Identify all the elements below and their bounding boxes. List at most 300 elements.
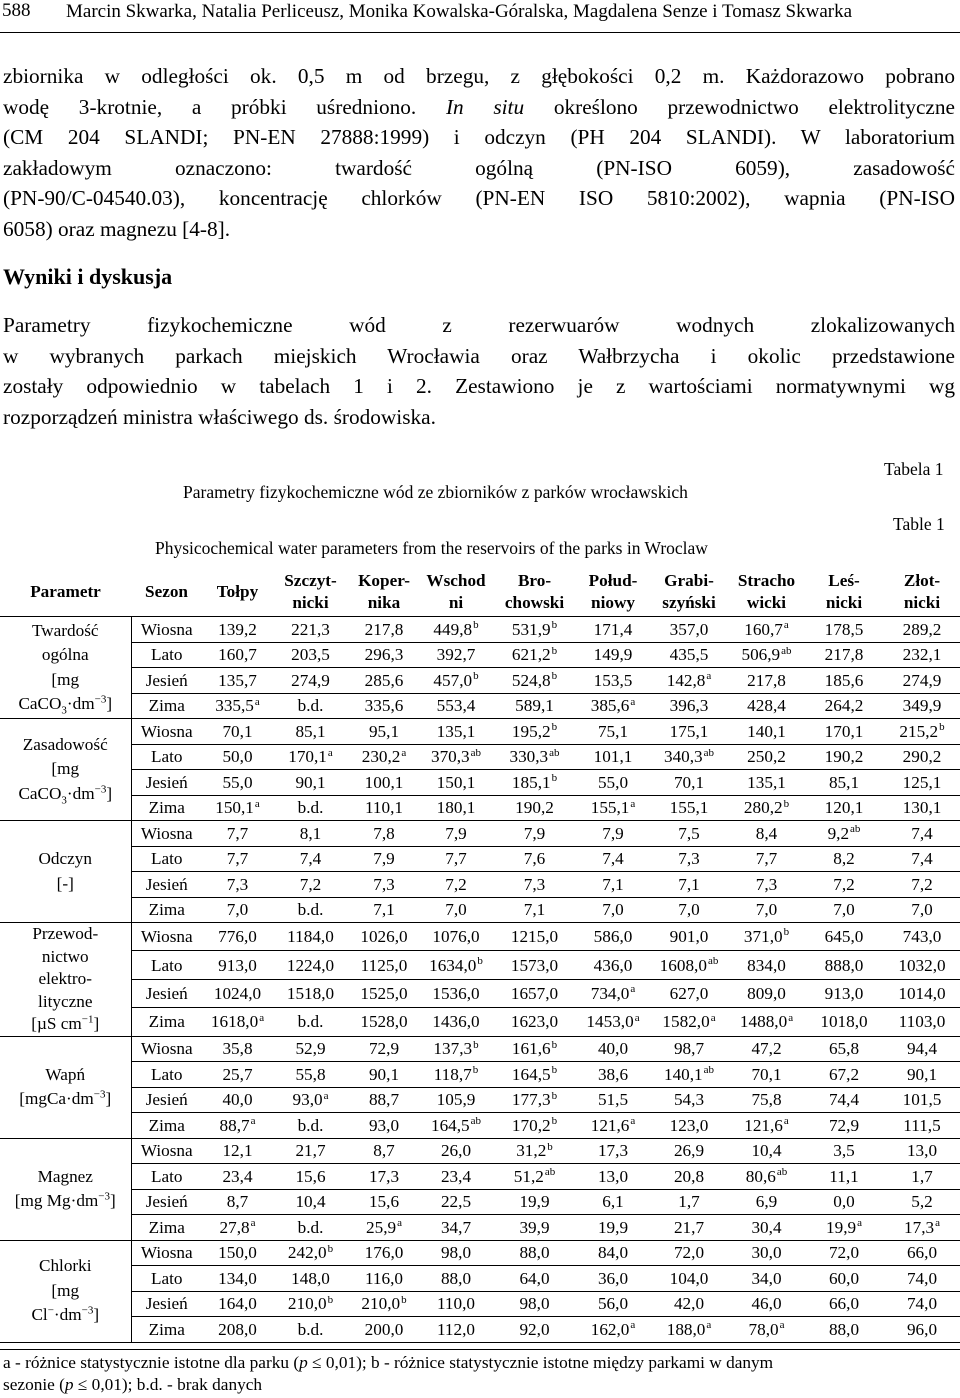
value-cell: 88,0 — [804, 1317, 884, 1343]
value-cell: 349,9 — [884, 693, 960, 719]
value-cell: 1026,0 — [348, 923, 420, 951]
season-cell: Wiosna — [131, 1036, 202, 1062]
value-cell: 7,0 — [577, 897, 649, 923]
season-cell: Wiosna — [131, 1138, 202, 1164]
footnote-line: a - różnice statystycznie istotne dla parku (p ≤ 0,01); b - różnice statystycznie istotne między parkami w danym — [3, 1353, 774, 1372]
column-header-park — [202, 567, 273, 617]
value-cell: 130,1 — [884, 795, 960, 821]
value-cell: 11,1 — [804, 1164, 884, 1190]
table-title-pl: Parametry fizykochemiczne wód ze zbiorników z parków wrocławskich — [183, 482, 688, 502]
value-cell: 40,0 — [202, 1087, 273, 1113]
value-cell: 22,5 — [420, 1189, 492, 1215]
value-cell: 7,9 — [492, 821, 577, 847]
column-header-park — [577, 567, 649, 617]
methods-line: zakładowym oznaczono: twardość ogólną (PN-ISO 6059), zasadowość — [3, 155, 955, 180]
significance-mark: ab — [470, 1115, 482, 1128]
value-cell: 65,8 — [804, 1036, 884, 1062]
value-cell: 72,9 — [348, 1036, 420, 1062]
value-cell: 139,2 — [202, 617, 273, 643]
value-cell: 1,7 — [884, 1164, 960, 1190]
column-header-park — [348, 567, 420, 617]
value-cell: 88,0 — [420, 1266, 492, 1292]
value-cell: b.d. — [273, 693, 348, 719]
value-cell: 1518,0 — [273, 979, 348, 1007]
value-cell: 118,7$^b$ — [420, 1062, 492, 1088]
table-row — [0, 923, 960, 951]
value-cell: 52,9 — [273, 1036, 348, 1062]
value-cell: 7,2 — [420, 872, 492, 898]
value-cell: 457,0$^b$ — [420, 668, 492, 694]
value-cell: 135,1 — [420, 719, 492, 745]
park-name-line: Leś- — [828, 570, 860, 590]
value-cell: 36,0 — [577, 1266, 649, 1292]
table-row — [0, 1164, 960, 1190]
value-cell: 88,0 — [492, 1240, 577, 1266]
value-cell: 1528,0 — [348, 1008, 420, 1036]
significance-mark: a — [706, 670, 712, 683]
column-header-park — [492, 567, 577, 617]
value-cell: 140,1$^{ab}$ — [649, 1062, 729, 1088]
significance-mark: b — [551, 1115, 558, 1128]
value-cell: 92,0 — [492, 1317, 577, 1343]
value-cell: 54,3 — [649, 1087, 729, 1113]
value-cell: 60,0 — [804, 1266, 884, 1292]
value-cell: 621,2$^b$ — [492, 642, 577, 668]
authors-line: Marcin Skwarka, Natalia Perliceusz, Monika Kowalska-Góralska, Magdalena Senze i Tomasz Skwarka — [66, 1, 853, 22]
footnote-line: sezonie (p ≤ 0,01); b.d. - brak danych — [3, 1375, 263, 1394]
parameter-label-line: Odczyn — [38, 849, 92, 868]
value-cell: 7,0 — [804, 897, 884, 923]
column-header-park — [729, 567, 804, 617]
value-cell: 7,3 — [649, 846, 729, 872]
value-cell: 170,1$^a$ — [273, 744, 348, 770]
value-cell: 1453,0$^a$ — [577, 1008, 649, 1036]
header-divider — [0, 32, 960, 33]
value-cell: 17,3$^a$ — [884, 1215, 960, 1241]
value-cell: 428,4 — [729, 693, 804, 719]
significance-mark: ab — [703, 746, 715, 759]
value-cell: 47,2 — [729, 1036, 804, 1062]
value-cell: 64,0 — [492, 1266, 577, 1292]
significance-mark: b — [783, 797, 790, 810]
value-cell: 162,0$^a$ — [577, 1317, 649, 1343]
value-cell: 21,7 — [273, 1138, 348, 1164]
value-cell: 70,1 — [729, 1062, 804, 1088]
value-cell: b.d. — [273, 795, 348, 821]
value-cell: 8,7 — [348, 1138, 420, 1164]
value-cell: 50,0 — [202, 744, 273, 770]
value-cell: 55,8 — [273, 1062, 348, 1088]
significance-mark: ab — [776, 1166, 788, 1179]
value-cell: 155,1 — [649, 795, 729, 821]
table-row — [0, 1113, 960, 1139]
value-cell: 335,6 — [348, 693, 420, 719]
significance-mark: a — [788, 1011, 794, 1024]
value-cell: 7,4 — [884, 821, 960, 847]
value-cell: 285,6 — [348, 668, 420, 694]
value-cell: 5,2 — [884, 1189, 960, 1215]
significance-mark: b — [551, 644, 558, 657]
value-cell: 290,2 — [884, 744, 960, 770]
significance-mark: a — [630, 983, 636, 996]
value-cell: 88,7$^a$ — [202, 1113, 273, 1139]
value-cell: 9,2$^{ab}$ — [804, 821, 884, 847]
significance-mark: b — [473, 670, 479, 683]
season-cell: Zima — [131, 693, 202, 719]
table-row — [0, 1036, 960, 1062]
value-cell: 7,3 — [202, 872, 273, 898]
value-cell: 46,0 — [729, 1291, 804, 1317]
table-row — [0, 1291, 960, 1317]
parameter-label-line: Magnez — [37, 1166, 93, 1186]
results-line: zostały odpowiednio w tabelach 1 i 2. Zestawiono je z wartościami normatywnymi wg — [3, 374, 955, 398]
value-cell: 66,0 — [804, 1291, 884, 1317]
season-cell: Lato — [131, 1062, 202, 1088]
value-cell: 7,3 — [492, 872, 577, 898]
value-cell: 100,1 — [348, 770, 420, 796]
value-cell: 901,0 — [649, 923, 729, 951]
value-cell: 7,4 — [884, 846, 960, 872]
significance-mark: ab — [707, 954, 719, 967]
value-cell: 88,7 — [348, 1087, 420, 1113]
value-cell: 340,3$^{ab}$ — [649, 744, 729, 770]
value-cell: 104,0 — [649, 1266, 729, 1292]
value-cell: 296,3 — [348, 642, 420, 668]
value-cell: 85,1 — [273, 719, 348, 745]
season-cell: Zima — [131, 1008, 202, 1036]
value-cell: 1536,0 — [420, 979, 492, 1007]
value-cell: 93,0$^a$ — [273, 1087, 348, 1113]
value-cell: 121,6$^a$ — [729, 1113, 804, 1139]
table-row — [0, 979, 960, 1007]
significance-mark: ab — [549, 746, 560, 759]
value-cell: 8,4 — [729, 821, 804, 847]
parameter-label-line: $[mgCa\cdot dm^{-3}]$ — [19, 1088, 112, 1108]
value-cell: 164,0 — [202, 1291, 273, 1317]
parameter-label — [0, 1240, 131, 1342]
value-cell: 13,0 — [884, 1138, 960, 1164]
season-cell: Zima — [131, 1317, 202, 1343]
value-cell: 38,6 — [577, 1062, 649, 1088]
significance-mark: a — [250, 1115, 256, 1128]
value-cell: 8,7 — [202, 1189, 273, 1215]
value-cell: 55,0 — [577, 770, 649, 796]
table-row — [0, 642, 960, 668]
season-cell: Lato — [131, 951, 202, 979]
park-name-line: nicki — [292, 592, 329, 612]
table-row — [0, 846, 960, 872]
value-cell: 105,9 — [420, 1087, 492, 1113]
value-cell: 31,2$^b$ — [492, 1138, 577, 1164]
value-cell: 15,6 — [273, 1164, 348, 1190]
value-cell: 176,0 — [348, 1240, 420, 1266]
value-cell: 8,1 — [273, 821, 348, 847]
park-name-line: Grabi- — [664, 570, 714, 590]
value-cell: 110,0 — [420, 1291, 492, 1317]
value-cell: 15,6 — [348, 1189, 420, 1215]
value-cell: 19,9 — [577, 1215, 649, 1241]
significance-mark: a — [779, 1319, 785, 1332]
significance-mark: b — [477, 954, 483, 967]
value-cell: 7,2 — [884, 872, 960, 898]
value-cell: 645,0 — [804, 923, 884, 951]
season-cell: Lato — [131, 846, 202, 872]
value-cell: 208,0 — [202, 1317, 273, 1343]
methods-paragraph — [3, 61, 955, 244]
season-cell: Zima — [131, 1215, 202, 1241]
park-name-line: Stracho — [737, 570, 796, 590]
value-cell: 72,0 — [804, 1240, 884, 1266]
significance-mark: a — [935, 1217, 940, 1230]
parameter-label-line: Wapń — [45, 1064, 86, 1084]
column-header-park — [420, 567, 492, 617]
value-cell: 25,9$^a$ — [348, 1215, 420, 1241]
value-cell: 734,0$^a$ — [577, 979, 649, 1007]
table-row — [0, 1240, 960, 1266]
value-cell: 210,0$^b$ — [273, 1291, 348, 1317]
significance-mark: a — [397, 1217, 402, 1230]
parameter-label — [0, 1036, 131, 1138]
value-cell: 7,8 — [348, 821, 420, 847]
value-cell: 125,1 — [884, 770, 960, 796]
season-cell: Wiosna — [131, 719, 202, 745]
significance-mark: b — [327, 1293, 334, 1306]
value-cell: 1018,0 — [804, 1008, 884, 1036]
park-name-line: Połud- — [588, 570, 638, 590]
value-cell: 170,2$^b$ — [492, 1113, 577, 1139]
significance-mark: a — [327, 746, 333, 759]
value-cell: 200,0 — [348, 1317, 420, 1343]
value-cell: 94,4 — [884, 1036, 960, 1062]
table-row — [0, 1317, 960, 1343]
significance-mark: a — [634, 1011, 640, 1024]
value-cell: 385,6$^a$ — [577, 693, 649, 719]
table-title-en: Physicochemical water parameters from the reservoirs of the parks in Wroclaw — [155, 538, 708, 558]
value-cell: 371,0$^b$ — [729, 923, 804, 951]
table-row — [0, 719, 960, 745]
value-cell: 121,6$^a$ — [577, 1113, 649, 1139]
value-cell: 335,5$^a$ — [202, 693, 273, 719]
value-cell: 10,4 — [729, 1138, 804, 1164]
value-cell: b.d. — [273, 1215, 348, 1241]
significance-mark: ab — [544, 1166, 556, 1179]
table-row — [0, 821, 960, 847]
parameter-label-line: Twardość — [31, 620, 99, 640]
parameter-label-line: Zasadowość — [22, 734, 108, 754]
value-cell: 190,2 — [804, 744, 884, 770]
value-cell: 7,7 — [202, 821, 273, 847]
value-cell: 177,3$^b$ — [492, 1087, 577, 1113]
season-cell: Jesień — [131, 1291, 202, 1317]
value-cell: 134,0 — [202, 1266, 273, 1292]
table-row — [0, 1087, 960, 1113]
value-cell: 232,1 — [884, 642, 960, 668]
parameter-label-line: ogólna — [41, 645, 89, 664]
season-cell: Zima — [131, 897, 202, 923]
value-cell: 6,1 — [577, 1189, 649, 1215]
season-cell: Jesień — [131, 668, 202, 694]
value-cell: 90,1 — [884, 1062, 960, 1088]
significance-mark: ab — [470, 746, 482, 759]
parameter-label-line: [mg — [51, 1280, 80, 1300]
value-cell: 98,0 — [420, 1240, 492, 1266]
parameter-label — [0, 617, 131, 719]
value-cell: 150,1$^a$ — [202, 795, 273, 821]
significance-mark: a — [783, 619, 789, 632]
value-cell: 75,1 — [577, 719, 649, 745]
value-cell: 161,6$^b$ — [492, 1036, 577, 1062]
significance-mark: ab — [703, 1064, 715, 1077]
value-cell: 888,0 — [804, 951, 884, 979]
value-cell: 23,4 — [420, 1164, 492, 1190]
significance-mark: a — [630, 1115, 636, 1128]
significance-mark: b — [939, 721, 945, 734]
significance-mark: b — [551, 1038, 558, 1051]
value-cell: 1618,0$^a$ — [202, 1008, 273, 1036]
significance-mark: a — [259, 1011, 265, 1024]
value-cell: 185,6 — [804, 668, 884, 694]
season-cell: Jesień — [131, 1087, 202, 1113]
value-cell: 75,8 — [729, 1087, 804, 1113]
value-cell: b.d. — [273, 1113, 348, 1139]
value-cell: 7,0 — [884, 897, 960, 923]
value-cell: 135,1 — [729, 770, 804, 796]
value-cell: 7,3 — [348, 872, 420, 898]
season-cell: Wiosna — [131, 821, 202, 847]
value-cell: 1,7 — [649, 1189, 729, 1215]
value-cell: 242,0$^b$ — [273, 1240, 348, 1266]
value-cell: b.d. — [273, 897, 348, 923]
parameter-label-line: [-] — [56, 873, 74, 893]
column-header-parameter: Parametr — [0, 567, 131, 617]
value-cell: 280,2$^b$ — [729, 795, 804, 821]
value-cell: 264,2 — [804, 693, 884, 719]
value-cell: 531,9$^b$ — [492, 617, 577, 643]
value-cell: 40,0 — [577, 1036, 649, 1062]
value-cell: 7,1 — [577, 872, 649, 898]
significance-mark: b — [783, 926, 790, 939]
value-cell: 210,0$^b$ — [348, 1291, 420, 1317]
value-cell: 34,0 — [729, 1266, 804, 1292]
value-cell: 164,5$^b$ — [492, 1062, 577, 1088]
value-cell: 203,5 — [273, 642, 348, 668]
season-cell: Lato — [131, 1266, 202, 1292]
park-name-line: Bro- — [517, 570, 552, 590]
table-row — [0, 872, 960, 898]
parameter-label-line: [mg — [51, 669, 80, 689]
value-cell: 20,8 — [649, 1164, 729, 1190]
value-cell: 7,2 — [804, 872, 884, 898]
season-cell: Jesień — [131, 1189, 202, 1215]
value-cell: 25,7 — [202, 1062, 273, 1088]
value-cell: 23,4 — [202, 1164, 273, 1190]
significance-mark: b — [551, 1064, 558, 1077]
park-name-line: Złot- — [903, 570, 941, 590]
park-name-line: chowski — [504, 592, 565, 612]
value-cell: 274,9 — [273, 668, 348, 694]
value-cell: 7,5 — [649, 821, 729, 847]
value-cell: 110,1 — [348, 795, 420, 821]
column-header-season: Sezon — [131, 567, 202, 617]
value-cell: 217,8 — [729, 668, 804, 694]
value-cell: 743,0 — [884, 923, 960, 951]
value-cell: 10,4 — [273, 1189, 348, 1215]
significance-mark: b — [473, 1038, 479, 1051]
table-row — [0, 1266, 960, 1292]
significance-mark: a — [857, 1217, 862, 1230]
value-cell: 148,0 — [273, 1266, 348, 1292]
value-cell: 101,5 — [884, 1087, 960, 1113]
value-cell: 101,1 — [577, 744, 649, 770]
column-header-park — [804, 567, 884, 617]
significance-mark: b — [551, 670, 558, 683]
table-label-en: Table 1 — [893, 514, 945, 534]
methods-line: 6058) oraz magnezu [4-8]. — [3, 216, 231, 241]
value-cell: 834,0 — [729, 951, 804, 979]
parameter-label-line: $CaCO_3\cdot dm^{-3}$] — [18, 693, 113, 717]
season-cell: Lato — [131, 1164, 202, 1190]
value-cell: 1076,0 — [420, 923, 492, 951]
value-cell: 1634,0$^b$ — [420, 951, 492, 979]
significance-mark: ab — [850, 823, 861, 836]
significance-mark: a — [710, 1011, 716, 1024]
value-cell: 392,7 — [420, 642, 492, 668]
value-cell: 7,9 — [348, 846, 420, 872]
value-cell: 913,0 — [804, 979, 884, 1007]
section-title: Wyniki i dyskusja — [3, 264, 173, 289]
value-cell: 1024,0 — [202, 979, 273, 1007]
value-cell: 96,0 — [884, 1317, 960, 1343]
season-cell: Zima — [131, 795, 202, 821]
value-cell: 589,1 — [492, 693, 577, 719]
value-cell: 90,1 — [273, 770, 348, 796]
value-cell: 30,0 — [729, 1240, 804, 1266]
value-cell: 90,1 — [348, 1062, 420, 1088]
value-cell: 150,0 — [202, 1240, 273, 1266]
table-row — [0, 1215, 960, 1241]
value-cell: 153,5 — [577, 668, 649, 694]
value-cell: 95,1 — [348, 719, 420, 745]
table-row — [0, 951, 960, 979]
parameter-label-line: lityczne — [38, 991, 93, 1011]
value-cell: 13,0 — [577, 1164, 649, 1190]
value-cell: 70,1 — [202, 719, 273, 745]
season-cell: Jesień — [131, 872, 202, 898]
table-row — [0, 770, 960, 796]
value-cell: 39,9 — [492, 1215, 577, 1241]
value-cell: 19,9$^a$ — [804, 1215, 884, 1241]
season-cell: Zima — [131, 1113, 202, 1139]
value-cell: 74,0 — [884, 1266, 960, 1292]
season-cell: Wiosna — [131, 923, 202, 951]
value-cell: 1623,0 — [492, 1008, 577, 1036]
column-header-park — [273, 567, 348, 617]
value-cell: 150,1 — [420, 770, 492, 796]
value-cell: 67,2 — [804, 1062, 884, 1088]
value-cell: 84,0 — [577, 1240, 649, 1266]
table-row — [0, 668, 960, 694]
value-cell: 190,2 — [492, 795, 577, 821]
significance-mark: a — [250, 1217, 256, 1230]
value-cell: 72,0 — [649, 1240, 729, 1266]
value-cell: 1103,0 — [884, 1008, 960, 1036]
table-row — [0, 617, 960, 643]
value-cell: 1436,0 — [420, 1008, 492, 1036]
value-cell: 1582,0$^a$ — [649, 1008, 729, 1036]
value-cell: 217,8 — [348, 617, 420, 643]
value-cell: 51,5 — [577, 1087, 649, 1113]
value-cell: 137,3$^b$ — [420, 1036, 492, 1062]
